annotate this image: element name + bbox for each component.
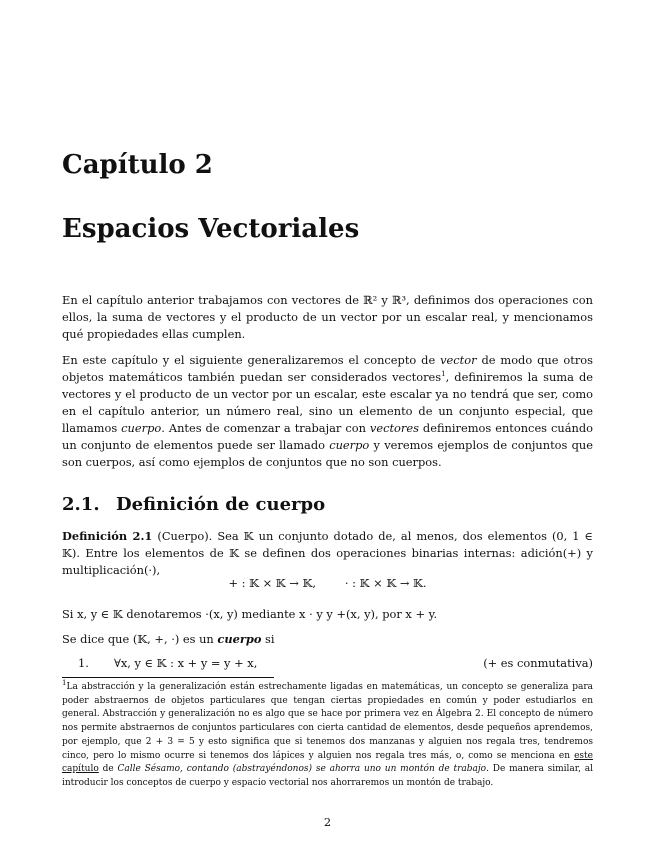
definition-label: (Cuerpo). [152, 529, 218, 543]
footnote-italic: Calle Sésamo, contando (abstrayéndonos) se ahorra uno un montón de trabajo [117, 764, 487, 775]
definition-text: Sea 𝕂 un conjunto dotado de, al menos, dos elementos (0, 1 ∈ 𝕂). Entre los elementos de 𝕂 se definen dos operaciones binarias internas: adición(+) y multiplicación(·), [62, 529, 593, 577]
section-heading [62, 494, 325, 515]
footnote-link[interactable]: este capítulo [62, 750, 593, 775]
page-number: 2 [323, 815, 332, 829]
footnote: $^1$La abstracción y la generalización están estrechamente ligadas en matemáticas, un concepto se generaliza para poder abstraernos de objetos particulares que tengan ciertas propiedades en común y poder estudiarlos en general. Abstracción y generalización no es algo que se hace por primera vez en Álgebra 2. El concepto de número nos permite abstraernos de conjuntos particulares con cierta cantidad de elementos, desde pequeños aprendemos, por ejemplo, que 2 + 3 = 5 y esto significa que si tenemos dos manzanas y alguien nos regala tres, tendremos cinco, pero lo mismo ocurre si tenemos dos lápices y alguien nos regala tres más, o, como se menciona en este capítulo de Calle Sésamo, contando (abstrayéndonos) se ahorra uno un montón de trabajo. De manera similar, al introducir los conceptos de cuerpo y espacio vectorial nos ahorraremos un montón de trabajo. [62, 679, 594, 788]
chapter-label: Capítulo 2 [62, 150, 213, 180]
definition-head: Definición 2.1 [62, 529, 153, 543]
section-title: Definición de cuerpo [116, 494, 326, 515]
term-cuerpo-bold: cuerpo [217, 632, 262, 646]
intro-paragraph-1: En el capítulo anterior trabajamos con vectores de ℝ² y ℝ³, definimos dos operaciones con ellos, la suma de vectores y el producto de un vector por un escalar real, y mencionamos qué propiedades ellas cumplen. [62, 293, 593, 341]
term-vectores: vectores [369, 421, 419, 435]
axiom-formula: ∀x, y ∈ 𝕂 : x + y = y + x, [114, 656, 258, 670]
footnote-marker[interactable]: 1 [441, 370, 446, 379]
term-cuerpo: cuerpo [121, 421, 162, 435]
term-cuerpo-2: cuerpo [329, 438, 370, 452]
term-vector: vector [440, 353, 477, 367]
axiom-remark: (+ es conmutativa) [483, 656, 593, 670]
footnote-rule [62, 677, 274, 678]
notation-paragraph: Si x, y ∈ 𝕂 denotaremos ·(x, y) mediante x · y y +(x, y), por x + y. [62, 607, 438, 621]
definition-block [62, 528, 593, 579]
intro-paragraph-2: En este capítulo y el siguiente generalizaremos el concepto de vector de modo que otros objetos matemáticos también puedan ser considerados vectores$^1$, definiremos la suma de vectores y el producto de un vector por un escalar, este escalar ya no tendrá que ser, como en el capítulo anterior, un número real, sino un elemento de un conjunto especial, que llamamos cuerpo. Antes de comenzar a trabajar con vectores definiremos entonces cuándo un conjunto de elementos puede ser llamado cuerpo y veremos ejemplos de conjuntos que son cuerpos, así como ejemplos de conjuntos que no son cuerpos. [62, 353, 594, 469]
axiom-number: 1. [78, 656, 89, 670]
footnote-mark: 1 [62, 679, 67, 687]
cuerpo-condition-intro: Se dice que (𝕂, +, ·) es un cuerpo si [62, 632, 275, 646]
section-number: 2.1. [62, 494, 100, 515]
display-equation: + : 𝕂 × 𝕂 → 𝕂, · : 𝕂 × 𝕂 → 𝕂. [228, 576, 427, 590]
chapter-title: Espacios Vectoriales [62, 214, 360, 244]
